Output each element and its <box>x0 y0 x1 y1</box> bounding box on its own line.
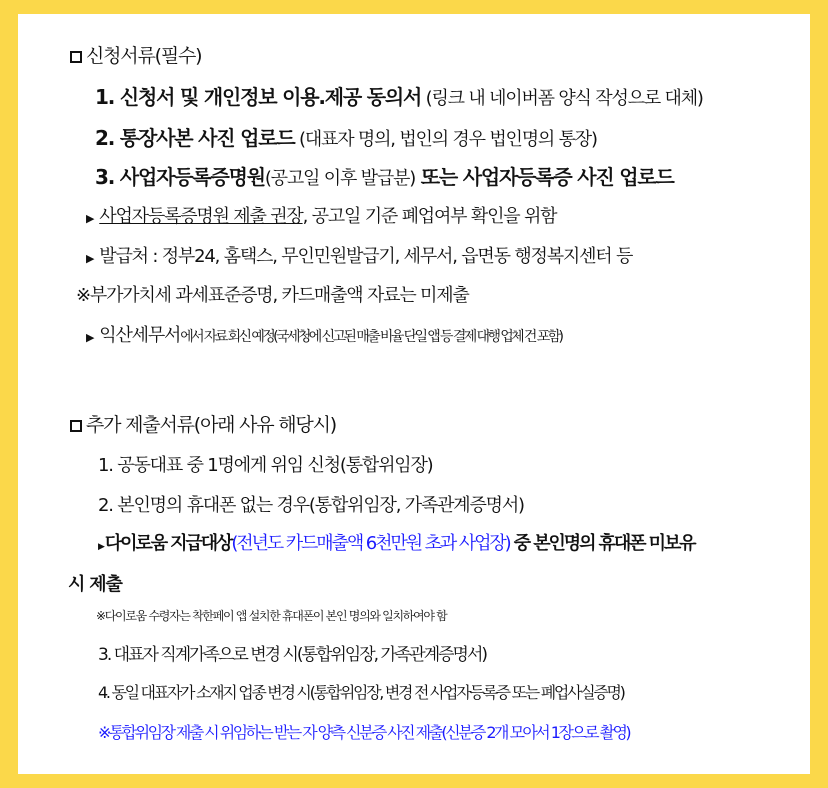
required-item-3: 3. 사업자등록증명원(공고일 이후 발급분) 또는 사업자등록증 사진 업로드 <box>95 165 674 189</box>
required-bullet-3: ▶ 익산세무서에서 자료 회신 예정(국세청에 신고된 매출 비율 단일 앱 등 결제 대행 업체 건 포함) <box>86 325 562 346</box>
required-notice: ※부가가치세 과세표준증명, 카드매출액 자료는 미제출 <box>76 285 469 306</box>
required-bullet-2: ▶ 발급처 : 정부24, 홈택스, 무인민원발급기, 세무서, 읍면동 행정복지센터 등 <box>86 246 633 267</box>
required-docs-heading: 신청서류(필수) <box>70 41 201 68</box>
additional-docs-heading: 추가 제출서류(아래 사유 해당시) <box>70 410 336 437</box>
additional-item-2-subline-cont: 시 제출 <box>68 574 122 595</box>
additional-item-4: 4. 동일 대표자가 소재지 업종 변경 시(통합위임장, 변경 전 사업자등록증 또는 폐업사실증명) <box>98 683 624 702</box>
additional-item-2-note: ※다이로움 수령자는 착한페이 앱 설치한 휴대폰이 본인 명의와 일치하여야 함 <box>96 609 447 623</box>
additional-item-1: 1. 공동대표 중 1명에게 위임 신청(통합위임장) <box>98 455 433 476</box>
checkbox-icon <box>70 420 82 432</box>
triangle-bullet-icon: ▶ <box>98 542 103 552</box>
additional-footnote: ※통합위임장 제출 시 위임하는 받는 자 양측 신분증 사진 제출(신분증 2개 모아서 1장으로 촬영) <box>98 723 630 742</box>
required-bullet-1: ▶ 사업자등록증명원 제출 권장, 공고일 기준 폐업여부 확인을 위함 <box>86 206 557 227</box>
required-item-1: 1. 신청서 및 개인정보 이용.제공 동의서 (링크 내 네이버폼 양식 작성으로 대체) <box>95 85 703 109</box>
notice-card <box>18 14 810 774</box>
additional-item-2-subline: ▶ 다이로움 지급대상(전년도 카드매출액 6천만원 초과 사업장) 중 본인명의 휴대폰 미보유 <box>98 533 695 554</box>
triangle-bullet-icon: ▶ <box>86 331 94 344</box>
triangle-bullet-icon: ▶ <box>86 252 94 265</box>
checkbox-icon <box>70 51 82 63</box>
additional-item-2: 2. 본인명의 휴대폰 없는 경우(통합위임장, 가족관계증명서) <box>98 495 524 516</box>
required-item-2: 2. 통장사본 사진 업로드 (대표자 명의, 법인의 경우 법인명의 통장) <box>95 126 597 150</box>
triangle-bullet-icon: ▶ <box>86 212 94 225</box>
additional-item-3: 3. 대표자 직계가족으로 변경 시(통합위임장, 가족관계증명서) <box>98 645 487 665</box>
